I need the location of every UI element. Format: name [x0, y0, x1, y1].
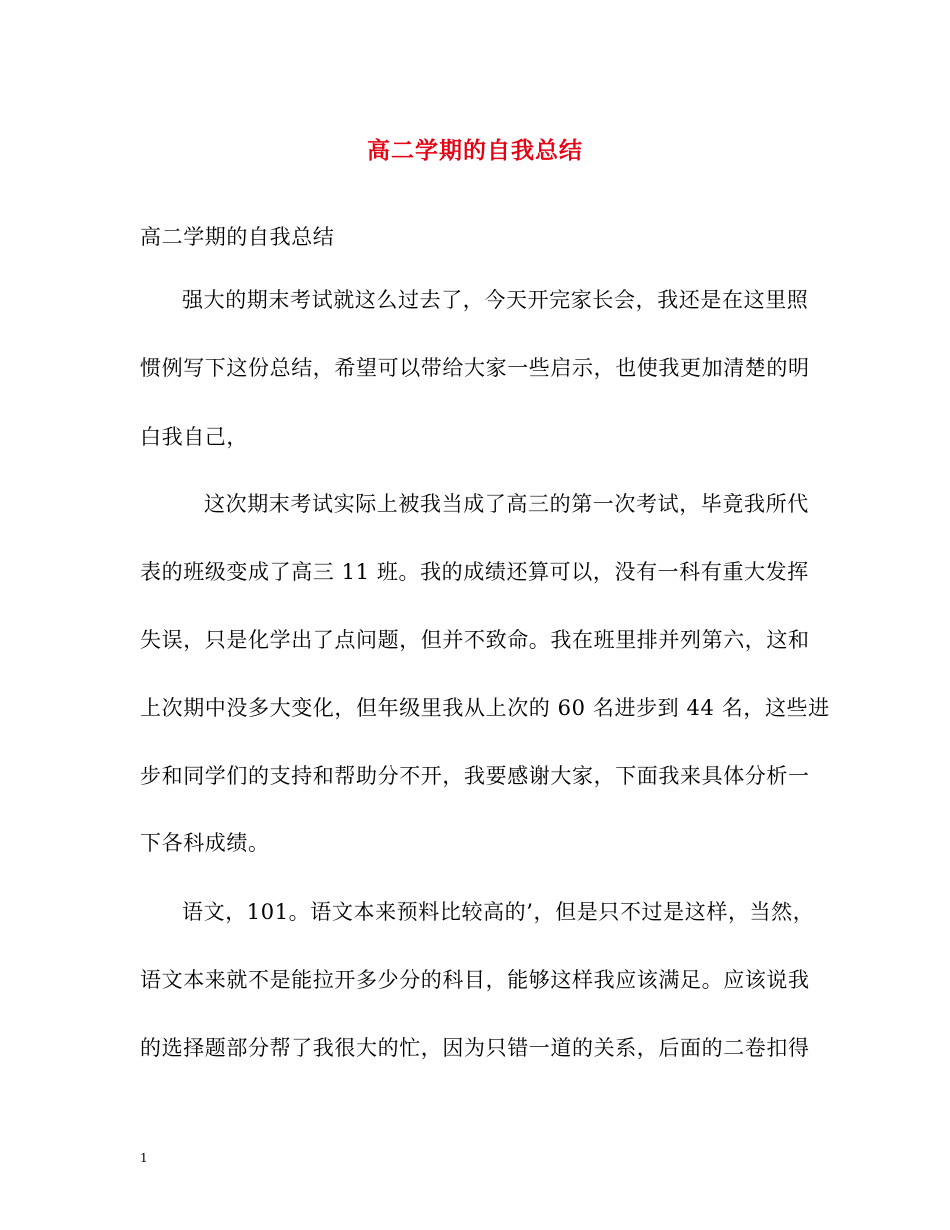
paragraph-line: 上次期中没多大变化，但年级里我从上次的 60 名进步到 44 名，这些进 — [140, 696, 830, 720]
paragraph-line: 惯例写下这份总结，希望可以带给大家一些启示，也使我更加清楚的明 — [140, 356, 810, 380]
subtitle-line: 高二学期的自我总结 — [140, 225, 335, 249]
paragraph-line: 的选择题部分帮了我很大的忙，因为只错一道的关系，后面的二卷扣得 — [140, 1036, 810, 1060]
paragraph-line: 白我自己， — [140, 425, 248, 449]
page-number: 1 — [140, 1151, 148, 1165]
paragraph-line: 下各科成绩。 — [140, 831, 270, 855]
paragraph-line: 这次期末考试实际上被我当成了高三的第一次考试，毕竟我所代 — [204, 492, 809, 516]
paragraph-line: 表的班级变成了高三 11 班。我的成绩还算可以，没有一科有重大发挥 — [140, 560, 809, 584]
paragraph-line: 语文本来就不是能拉开多少分的科目，能够这样我应该满足。应该说我 — [140, 968, 810, 992]
paragraph-line: 强大的期末考试就这么过去了，今天开完家长会，我还是在这里照 — [182, 288, 809, 312]
paragraph-line: 步和同学们的支持和帮助分不开，我要感谢大家，下面我来具体分析一 — [140, 764, 810, 788]
paragraph-line: 语文，101。语文本来预料比较高的’，但是只不过是这样，当然， — [182, 900, 815, 924]
paragraph-line: 失误，只是化学出了点问题，但并不致命。我在班里排并列第六，这和 — [140, 628, 810, 652]
document-title: 高二学期的自我总结 — [367, 137, 583, 164]
